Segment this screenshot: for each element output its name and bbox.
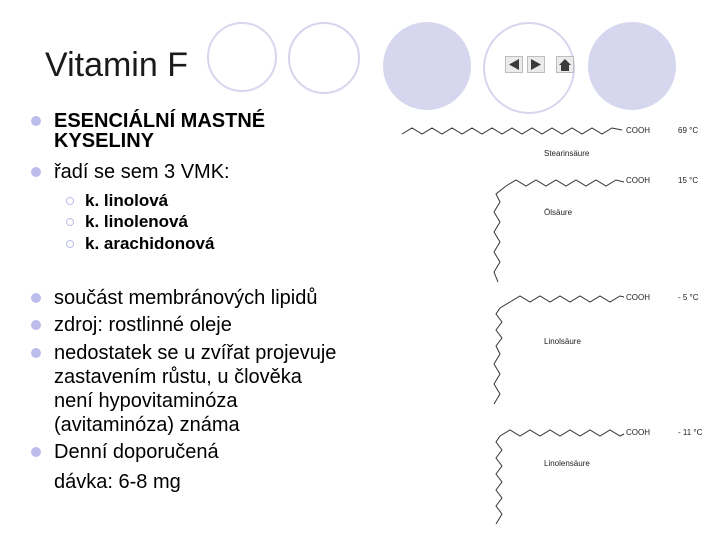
bullet-text: řadí se sem 3 VMK:: [54, 161, 230, 183]
decor-circle: [288, 22, 360, 94]
bullet-marker: [31, 348, 41, 358]
oleic-acid-chain: [494, 180, 624, 282]
oleic-group: COOH: [626, 176, 650, 185]
bullet-text: Denní doporučená: [54, 441, 219, 463]
bullet-text: zdroj: rostlinné oleje: [54, 314, 232, 336]
slide-title: Vitamin F: [45, 46, 188, 84]
sub-item: k. linolenová: [85, 212, 188, 231]
linolenic-temp: - 11 °C: [678, 428, 703, 437]
home-icon[interactable]: [556, 56, 574, 73]
bullet-text: zastavením růstu, u člověka: [54, 366, 302, 388]
linoleic-acid-chain: [494, 296, 624, 404]
bullet-text: ESENCIÁLNÍ MASTNÉ: [54, 110, 266, 132]
decor-circle: [588, 22, 676, 110]
bullet-text: (avitaminóza) známa: [54, 414, 240, 436]
bullet-text: není hypovitaminóza: [54, 390, 238, 412]
linolenic-name: Linolensäure: [544, 459, 590, 468]
oleic-temp: 15 °C: [678, 176, 699, 185]
slide-nav: [505, 56, 575, 74]
fatty-acid-structures-figure: [398, 114, 720, 540]
bullet-marker: [31, 116, 41, 126]
linolenic-acid-chain: [496, 430, 624, 524]
prev-arrow-icon[interactable]: [505, 56, 523, 73]
decor-circle: [383, 22, 471, 110]
linoleic-name: Linolsäure: [544, 337, 581, 346]
sub-bullet-marker: [66, 240, 74, 248]
linolenic-group: COOH: [626, 428, 650, 437]
linoleic-temp: - 5 °C: [678, 293, 699, 302]
decor-circle: [207, 22, 277, 92]
bullet-text: nedostatek se u zvířat projevuje: [54, 342, 337, 364]
stearic-group: COOH: [626, 126, 650, 135]
bullet-marker: [31, 447, 41, 457]
next-arrow-icon[interactable]: [527, 56, 545, 73]
stearic-acid-chain: [402, 128, 622, 134]
sub-bullet-marker: [66, 218, 74, 226]
sub-item: k. linolová: [85, 191, 169, 210]
bullet-text: KYSELINY: [54, 130, 155, 152]
bullet-text: součást membránových lipidů: [54, 287, 318, 309]
bullet-marker: [31, 167, 41, 177]
stearic-name: Stearinsäure: [544, 149, 590, 158]
bullet-marker: [31, 293, 41, 303]
stearic-temp: 69 °C: [678, 126, 699, 135]
oleic-name: Ölsäure: [544, 208, 573, 217]
bullet-marker: [31, 320, 41, 330]
sub-item: k. arachidonová: [85, 234, 215, 253]
linoleic-group: COOH: [626, 293, 650, 302]
bullet-text: dávka: 6-8 mg: [54, 471, 181, 493]
sub-bullet-marker: [66, 197, 74, 205]
